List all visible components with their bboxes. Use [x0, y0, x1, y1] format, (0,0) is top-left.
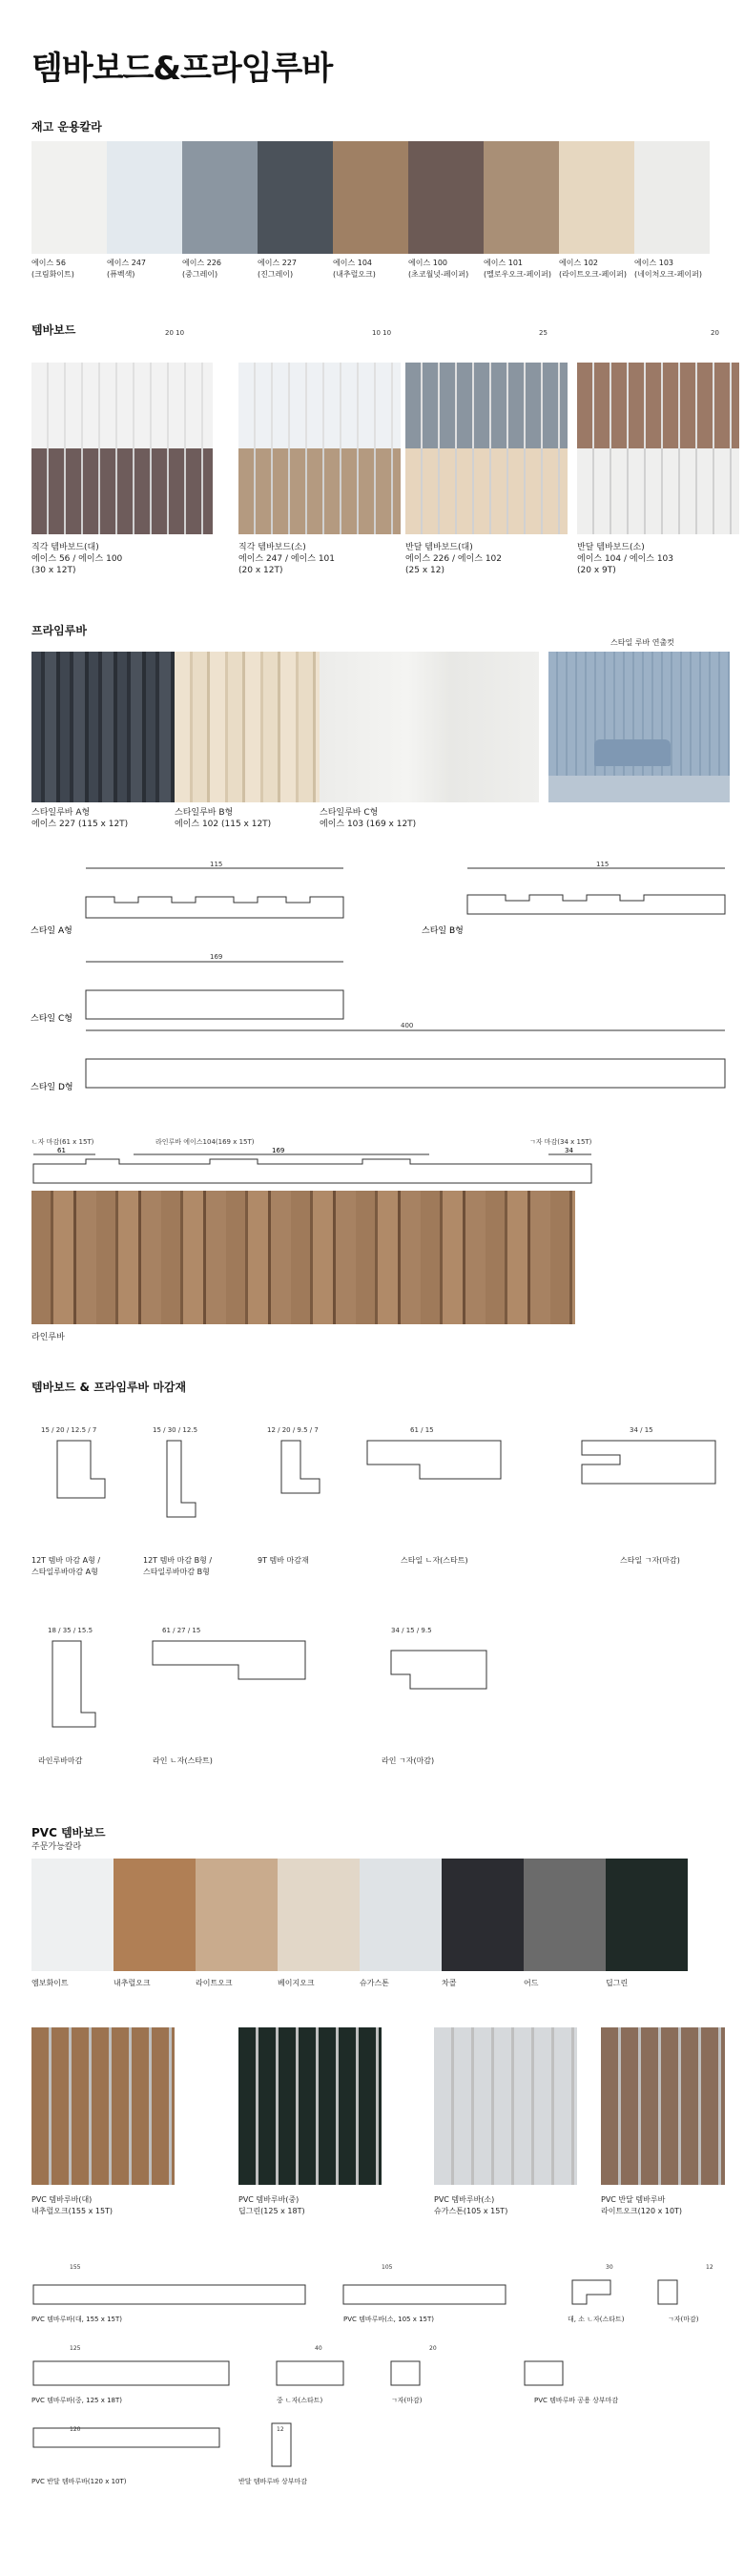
temba-panel-bottom	[31, 448, 213, 534]
finish-caption	[143, 1555, 212, 1578]
style-a-panel	[31, 652, 175, 802]
temba-caption-size: (25 x 12)	[405, 566, 444, 575]
stock-swatch	[333, 141, 408, 254]
pvc-product-panel	[601, 2027, 725, 2185]
temba-caption-type: 반달 템바보드(대)	[405, 543, 473, 552]
pvc-product-spec: 내추럴오크(155 x 15T)	[31, 2207, 114, 2215]
room-caption: 스타일 루바 연출컷	[610, 638, 674, 647]
line-start-label: ㄴ자 마감(61 x 15T)	[31, 1138, 94, 1146]
temba-panel-top	[577, 363, 739, 448]
pvc-profile-width: 40	[315, 2345, 322, 2352]
stock-swatch-sub: (진그레이)	[258, 270, 294, 279]
finish-dim: 34 / 15 / 9.5	[391, 1627, 432, 1634]
style-b-profile	[467, 861, 725, 914]
finish-dim: 61 / 27 / 15	[162, 1627, 201, 1634]
style-a-profile	[86, 861, 343, 918]
line-luba-photo	[31, 1191, 575, 1324]
line-mid-dim: 169	[272, 1147, 285, 1154]
pvc-profile-width: 30	[606, 2264, 613, 2271]
pvc-swatch-name: 베이지오크	[278, 1979, 315, 1987]
temba-caption-size: (20 x 9T)	[577, 566, 616, 575]
prime-caption	[31, 807, 128, 830]
stock-swatch-name: 에이스 101	[484, 259, 523, 267]
stock-swatch-caption	[634, 258, 710, 280]
pvc-swatch	[442, 1859, 524, 1971]
svg-text:115: 115	[210, 861, 223, 868]
pvc-sub: 주문가능칼라	[31, 1842, 82, 1852]
pvc-profile-drawings	[29, 2266, 734, 2476]
temba-dim: 25	[539, 329, 548, 337]
finish-caption-l1: 12T 템바 마감 B형 /	[143, 1556, 213, 1565]
pvc-swatch	[360, 1859, 442, 1971]
temba-caption-type: 직각 템바보드(소)	[238, 543, 306, 552]
pvc-profile-caption: PVC 반달 템바루바(120 x 10T)	[31, 2478, 127, 2485]
temba-caption	[238, 542, 335, 576]
stock-swatch-name: 에이스 247	[107, 259, 146, 267]
stock-swatch-sub: (퓨벡색)	[107, 270, 135, 279]
temba-caption-type: 직각 템바보드(대)	[31, 543, 99, 552]
pvc-swatch-name: 슈가스톤	[360, 1979, 389, 1987]
stock-swatch-sub: (내추럴오크)	[333, 270, 376, 279]
pvc-product-caption	[31, 2194, 113, 2217]
finish-row1-drawings	[29, 1412, 734, 1536]
sofa	[594, 739, 671, 766]
stock-swatch-name: 에이스 100	[408, 259, 447, 267]
pvc-profile-caption: PVC 템바루바 공용 상부마감	[534, 2397, 619, 2404]
stock-swatch-name: 에이스 102	[559, 259, 598, 267]
stock-swatch-sub: (초코월넛-페이퍼)	[408, 270, 469, 279]
pvc-profile-width: 20	[429, 2345, 437, 2352]
pvc-swatch	[114, 1859, 196, 1971]
temba-caption-colors: 에이스 104 / 에이스 103	[577, 554, 673, 564]
pvc-product-panel	[238, 2027, 382, 2185]
svg-text:115: 115	[596, 861, 610, 868]
prime-caption	[175, 807, 271, 830]
stock-swatch	[484, 141, 559, 254]
pvc-swatch-name: 라이트오크	[196, 1979, 233, 1987]
temba-panel-bottom	[577, 448, 739, 534]
temba-panel-top	[31, 363, 213, 448]
stock-swatch-sub: (라이트오크-페이퍼)	[559, 270, 627, 279]
stock-swatch-caption	[333, 258, 408, 280]
pvc-profile-caption: ㄱ자(마감)	[668, 2316, 699, 2323]
finish-caption	[401, 1555, 468, 1567]
stock-swatch-name: 에이스 104	[333, 259, 372, 267]
pvc-swatch-name: 내추럴오크	[114, 1979, 151, 1987]
finish-dim: 15 / 30 / 12.5	[153, 1426, 198, 1434]
pvc-profile-caption: PVC 템바루바(대, 155 x 15T)	[31, 2316, 122, 2323]
finish-caption: 라인루바마감	[38, 1756, 83, 1765]
temba-caption	[577, 542, 673, 576]
stock-swatch	[31, 141, 107, 254]
temba-caption-colors: 에이스 247 / 에이스 101	[238, 554, 335, 564]
finish-dim: 34 / 15	[630, 1426, 653, 1434]
page-title: 템바보드&프라임루바	[31, 50, 333, 88]
temba-panel	[238, 363, 401, 534]
temba-panel-bottom	[238, 448, 401, 534]
room-photo	[548, 652, 730, 802]
stock-swatch-caption	[484, 258, 559, 280]
pvc-profile-width: 125	[70, 2345, 81, 2352]
stock-swatch-sub: (멜로우오크-페이퍼)	[484, 270, 551, 279]
prime-caption-spec: 에이스 102 (115 x 12T)	[175, 820, 272, 829]
line-luba-profile	[29, 1145, 601, 1188]
style-a-label: 스타일 A형	[31, 926, 72, 936]
finish-dim: 61 / 15	[410, 1426, 434, 1434]
temba-panel-top	[238, 363, 401, 448]
temba-caption-colors: 에이스 226 / 에이스 102	[405, 554, 502, 564]
floor	[548, 776, 730, 802]
pvc-profile-caption: PVC 템바루바(중, 125 x 18T)	[31, 2397, 122, 2404]
pvc-profile-width: 12	[706, 2264, 713, 2271]
stock-swatch-name: 에이스 226	[182, 259, 221, 267]
line-end-label: ㄱ자 마감(34 x 15T)	[529, 1138, 592, 1146]
temba-caption-type: 반달 템바보드(소)	[577, 543, 645, 552]
stock-swatch-caption	[408, 258, 484, 280]
style-c-panel	[320, 652, 539, 802]
pvc-profile-caption: 대, 소 ㄴ자(스타트)	[568, 2316, 625, 2323]
pvc-product-caption	[601, 2194, 682, 2217]
prime-profile-drawings	[29, 859, 734, 1145]
temba-caption-colors: 에이스 56 / 에이스 100	[31, 554, 123, 564]
finish-caption-l1: 9T 템바 마감재	[258, 1556, 309, 1565]
temba-caption-size: (30 x 12T)	[31, 566, 76, 575]
pvc-swatch-name: 차콜	[442, 1979, 457, 1987]
line-caption: 라인루바	[31, 1333, 65, 1342]
temba-heading: 템바보드	[31, 323, 76, 337]
stock-swatch-sub: (중그레이)	[182, 270, 218, 279]
pvc-product-spec: 딥그린(125 x 18T)	[238, 2207, 305, 2215]
finish-caption: 라인 ㄴ자(스타트)	[153, 1756, 213, 1765]
stock-swatch	[559, 141, 634, 254]
pvc-swatch	[278, 1859, 360, 1971]
style-d-profile	[86, 1022, 725, 1088]
pvc-swatch-name: 딥그린	[606, 1979, 629, 1987]
stock-swatch-caption	[107, 258, 182, 280]
finish-dim: 18 / 35 / 15.5	[48, 1627, 93, 1634]
style-b-label: 스타일 B형	[422, 926, 464, 936]
finish-caption-l2: 스타일루바마감 B형	[143, 1568, 210, 1576]
pvc-swatch	[31, 1859, 114, 1971]
stock-swatch	[258, 141, 333, 254]
stock-swatch-name: 에이스 227	[258, 259, 297, 267]
stock-heading: 재고 운용칼라	[31, 120, 102, 134]
style-c-profile	[86, 953, 343, 1019]
prime-heading: 프라임루바	[31, 624, 87, 637]
stock-swatch-sub: (네이처오크-페이퍼)	[634, 270, 702, 279]
pvc-product-caption	[434, 2194, 507, 2217]
finish-caption	[31, 1555, 100, 1578]
pvc-profile-caption: PVC 템바루바(소, 105 x 15T)	[343, 2316, 434, 2323]
finish-caption-l1: 스타일 ㄱ자(마감)	[620, 1556, 680, 1565]
pvc-profile-width: 105	[382, 2264, 393, 2271]
stock-swatch	[107, 141, 182, 254]
pvc-product-name: PVC 템바루바(대)	[31, 2195, 93, 2204]
finish-caption-l1: 12T 템바 마감 A형 /	[31, 1556, 101, 1565]
temba-caption	[405, 542, 502, 576]
pvc-profile-width: 12	[277, 2426, 284, 2433]
finish-caption-l2: 스타일루바마감 A형	[31, 1568, 98, 1576]
pvc-heading: PVC 템바보드	[31, 1826, 106, 1839]
finish-caption-l1: 스타일 ㄴ자(스타트)	[401, 1556, 468, 1565]
pvc-profile-caption: ㄱ자(마감)	[391, 2397, 423, 2404]
pvc-profile-caption: 중 ㄴ자(스타트)	[277, 2397, 323, 2404]
pvc-product-caption	[238, 2194, 305, 2217]
prime-caption-name: 스타일루바 B형	[175, 808, 234, 818]
temba-dim: 20 10	[165, 329, 185, 337]
pvc-product-name: PVC 템바루바(소)	[434, 2195, 495, 2204]
pvc-product-spec: 라이트오크(120 x 10T)	[601, 2207, 683, 2215]
finish-caption: 라인 ㄱ자(마감)	[382, 1756, 435, 1765]
finish-caption	[258, 1555, 309, 1567]
stock-swatch-caption	[31, 258, 107, 280]
temba-panel	[31, 363, 213, 534]
temba-dim: 10 10	[372, 329, 392, 337]
stock-swatch-name: 에이스 56	[31, 259, 66, 267]
style-b-panel	[175, 652, 320, 802]
finish-dim: 15 / 20 / 12.5 / 7	[41, 1426, 97, 1434]
svg-text:400: 400	[401, 1022, 414, 1029]
temba-caption	[31, 542, 122, 576]
pvc-swatch	[606, 1859, 688, 1971]
finish-row2-drawings	[29, 1622, 734, 1746]
temba-panel-top	[405, 363, 568, 448]
prime-caption-name: 스타일루바 C형	[320, 808, 379, 818]
pvc-product-name: PVC 템바루바(중)	[238, 2195, 300, 2204]
style-c-label: 스타일 C형	[31, 1014, 72, 1024]
temba-caption-size: (20 x 12T)	[238, 566, 283, 575]
pvc-profile-width: 155	[70, 2264, 81, 2271]
line-mid-label: 라인루바 에이스104(169 x 15T)	[155, 1138, 255, 1146]
stock-swatch	[182, 141, 258, 254]
pvc-product-panel	[31, 2027, 175, 2185]
pvc-profile-caption: 반달 템바루바 상부마감	[238, 2478, 308, 2485]
finish-caption	[620, 1555, 680, 1567]
stock-swatch	[634, 141, 710, 254]
prime-caption-name: 스타일루바 A형	[31, 808, 91, 818]
finish-dim: 12 / 20 / 9.5 / 7	[267, 1426, 319, 1434]
pvc-product-spec: 슈가스톤(105 x 15T)	[434, 2207, 508, 2215]
stock-swatch-caption	[559, 258, 634, 280]
stock-swatch-caption	[258, 258, 333, 280]
line-end-dim: 34	[565, 1147, 573, 1154]
svg-text:169: 169	[210, 953, 223, 961]
pvc-product-name: PVC 반달 템바루바	[601, 2195, 666, 2204]
pvc-swatch	[524, 1859, 606, 1971]
line-start-dim: 61	[57, 1147, 66, 1154]
stock-swatch-name: 에이스 103	[634, 259, 673, 267]
finish-heading: 템바보드 & 프라임루바 마감재	[31, 1381, 187, 1394]
pvc-product-panel	[434, 2027, 577, 2185]
pvc-swatch	[196, 1859, 278, 1971]
temba-panel	[577, 363, 739, 534]
temba-panel	[405, 363, 568, 534]
prime-caption-spec: 에이스 227 (115 x 12T)	[31, 820, 129, 829]
style-d-label: 스타일 D형	[31, 1083, 73, 1092]
stock-swatch-sub: (크림화이트)	[31, 270, 74, 279]
temba-panel-bottom	[405, 448, 568, 534]
stock-swatch-caption	[182, 258, 258, 280]
pvc-profile-width: 120	[70, 2426, 81, 2433]
pvc-swatch-name: 어드	[524, 1979, 539, 1987]
stock-swatch	[408, 141, 484, 254]
prime-caption-spec: 에이스 103 (169 x 12T)	[320, 820, 417, 829]
pvc-swatch-name: 엠보화이트	[31, 1979, 69, 1987]
temba-dim: 20	[711, 329, 719, 337]
prime-caption	[320, 807, 416, 830]
